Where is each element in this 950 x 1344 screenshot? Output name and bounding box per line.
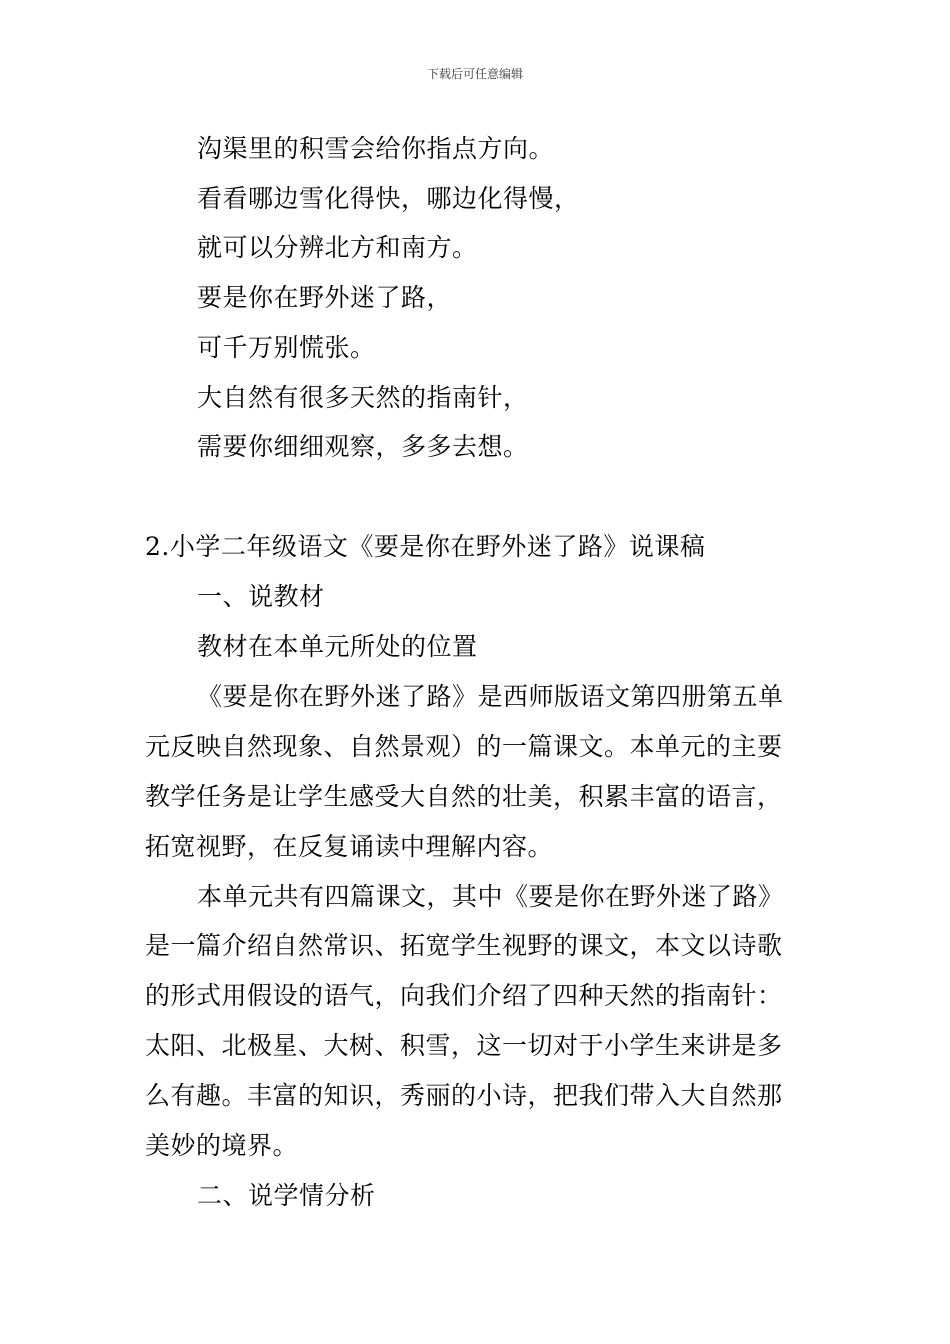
paragraph-line: 本单元共有四篇课文，其中《要是你在野外迷了路》 (197, 882, 784, 911)
paragraph-line: 《要是你在野外迷了路》是西师版语文第四册第五单 (197, 682, 784, 711)
paragraph-line: 拓宽视野，在反复诵读中理解内容。 (145, 832, 554, 861)
paragraph-line: 元反映自然现象、自然景观）的一篇课文。本单元的主要 (145, 732, 783, 761)
paragraph-line: 美妙的境界。 (145, 1131, 299, 1160)
paragraph-line: 的形式用假设的语气，向我们介绍了四种天然的指南针： (145, 981, 783, 1010)
heading-student-analysis: 二、说学情分析 (197, 1181, 376, 1210)
poem-line: 看看哪边雪化得快，哪边化得慢， (197, 184, 580, 213)
heading-teaching-material: 一、说教材 (197, 582, 325, 611)
poem-line: 大自然有很多天然的指南针， (197, 383, 529, 412)
paragraph-line: 是一篇介绍自然常识、拓宽学生视野的课文，本文以诗歌 (145, 931, 783, 960)
page-header: 下载后可任意编辑 (426, 67, 523, 81)
poem-line: 需要你细细观察，多多去想。 (197, 432, 529, 461)
poem-line: 沟渠里的积雪会给你指点方向。 (197, 134, 555, 163)
poem-line: 要是你在野外迷了路， (197, 283, 453, 312)
section-title: 2.小学二年级语文《要是你在野外迷了路》说课稿 (145, 532, 706, 561)
poem-line: 就可以分辨北方和南方。 (197, 233, 478, 262)
paragraph-line: 么有趣。丰富的知识，秀丽的小诗，把我们带入大自然那 (145, 1081, 783, 1110)
paragraph-line: 教学任务是让学生感受大自然的壮美，积累丰富的语言， (145, 782, 783, 811)
subheading-position: 教材在本单元所处的位置 (197, 632, 478, 661)
paragraph-line: 太阳、北极星、大树、积雪，这一切对于小学生来讲是多 (145, 1031, 783, 1060)
poem-line: 可千万别慌张。 (197, 333, 376, 362)
